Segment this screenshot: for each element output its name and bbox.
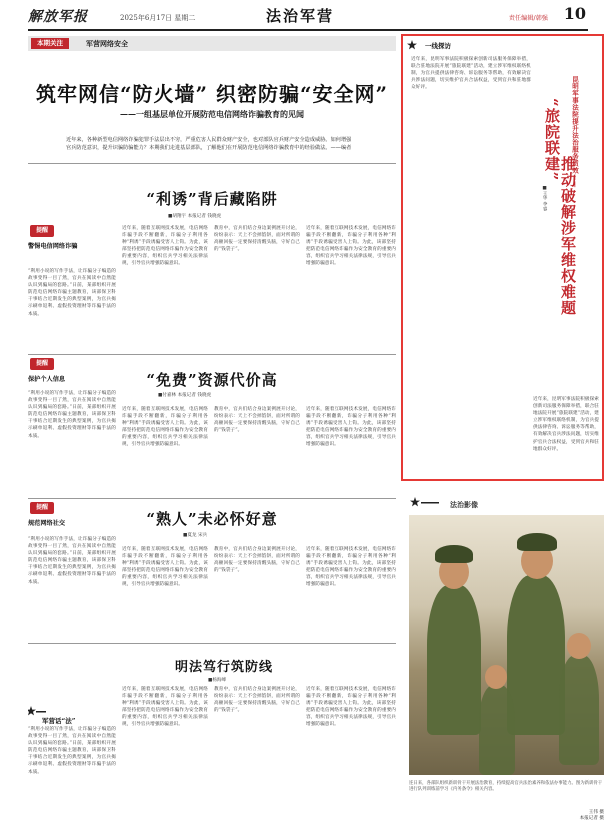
header-rule [28, 29, 588, 31]
soldier-figure [427, 585, 481, 735]
star-emblem-icon [407, 40, 425, 52]
story-1-col-3: 教育中，官兵们结合身边案例展开讨论，纷纷表示：天上不会掉馅饼，面对所谓的高额回报一定要保持清醒头脑，守好自己的“钱袋子”。 [214, 226, 300, 253]
bottom-col-4: 近年来，随着互联网技术发展，电信网络诈骗手段不断翻新，诈骗分子利用各种“利诱”手段诱骗受害人上钩。为此，该部坚持把防范电信网络诈骗作为安全教育的重要内容，组织官兵学习相关法律法规，引导官兵增强防骗意识。 [306, 687, 396, 728]
story-3-col-3: 教育中，官兵们结合身边案例展开讨论，纷纷表示：天上不会掉馅饼，面对所谓的高额回报一定要保持清醒头脑，守好自己的“钱袋子”。 [214, 547, 300, 574]
story-2-col-4: 近年来，随着互联网技术发展，电信网络诈骗手段不断翻新，诈骗分子利用各种“利诱”手段诱骗受害人上钩。为此，该部坚持把防范电信网络诈骗作为安全教育的重要内容，组织官兵学习相关法律法规，引导官兵增强防骗意识。 [306, 407, 396, 448]
divider [28, 643, 396, 644]
sidebar-box-title-2: 推动破解涉军维权难题 [559, 156, 577, 316]
topic-subtitle: 军营网络安全 [86, 39, 128, 48]
story-title-3: “熟人”未必怀好意 [146, 510, 278, 528]
divider [28, 163, 396, 164]
issue-date: 2025年6月17日 星期二 [120, 14, 196, 22]
sidebar-box-kicker: 昆明军事法院提升法治服务质效—— [571, 76, 579, 188]
bottom-tag-label: 军营话“法” [42, 717, 76, 725]
soldier-figure [507, 575, 565, 735]
soldier-cap [435, 545, 473, 563]
photo-caption: 连日来，各部队组织新训骨干开展法治教育，持续提高官兵法治素养和依法办事能力。图为新训骨干进行队列训练前学习《内务条令》相关内容。 [409, 781, 603, 793]
editor-credit: 责任编辑/韩强 [508, 15, 548, 22]
story-1-col-1: “利用小说的写作手法，让诈骗分子编造的故事变得一目了然，官兵在阅读中自然能认识到骗局的套路。”日前，某部组织开展防范电信网络诈骗主题教育，该部保卫科干事结合近期发生的典型案例，为官兵揭示刷单返利、虚假投资理财等诈骗手法的本质。 [28, 269, 116, 317]
section-title: 法治军营 [266, 7, 335, 25]
story-3-col-2: 近年来，随着互联网技术发展，电信网络诈骗手段不断翻新，诈骗分子利用各种“利诱”手段诱骗受害人上钩。为此，该部坚持把防范电信网络诈骗作为安全教育的重要内容，组织官兵学习相关法律法规，引导官兵增强防骗意识。 [122, 547, 208, 588]
bottom-article-byline: ■杨海峰 [208, 678, 227, 683]
photo-section-title: 法治影像 [450, 500, 478, 509]
reminder-badge: 提醒 [30, 225, 54, 237]
soldier-cap [517, 533, 557, 551]
soldier-figure [479, 685, 515, 775]
soldier-head [485, 665, 507, 689]
page-number: 10 [563, 4, 586, 23]
story-byline-1: ■胡翔宇 本报记者 钱晓虎 [168, 214, 222, 219]
news-photo [409, 515, 604, 775]
newspaper-logo: 解放军报 [28, 9, 88, 25]
soldier-head [567, 633, 591, 659]
story-1-col-2: 近年来，随着互联网技术发展，电信网络诈骗手段不断翻新，诈骗分子利用各种“利诱”手段诱骗受害人上钩。为此，该部坚持把防范电信网络诈骗作为安全教育的重要内容，组织官兵学习相关法律法规，引导官兵增强防骗意识。 [122, 226, 208, 267]
sidebar-box-text-2: 近年来，昆明军事法院积极探索创新司法服务保障举措，联合驻地法院开展“旅院联建”活动，建立涉军维权联络机制，为官兵提供法律咨询、诉讼服务等帮助，有效解决官兵涉法问题，切实维护官兵合法权益，受到官兵和驻地群众好评。 [533, 397, 599, 452]
main-headline: 筑牢网信“防火墙” 织密防骗“安全网” [36, 82, 388, 106]
story-title-1: “利诱”背后藏陷阱 [146, 190, 278, 208]
reminder-badge: 提醒 [30, 502, 54, 514]
reminder-badge: 提醒 [30, 358, 54, 370]
story-3-col-4: 近年来，随着互联网技术发展，电信网络诈骗手段不断翻新，诈骗分子利用各种“利诱”手段诱骗受害人上钩。为此，该部坚持把防范电信网络诈骗作为安全教育的重要内容，组织官兵学习相关法律法规，引导官兵增强防骗意识。 [306, 547, 396, 588]
story-byline-2: ■付嘉林 本报记者 钱晓虎 [158, 393, 212, 398]
story-tag-label: 警惕电信网络诈骗 [28, 243, 78, 250]
sidebar-box-byline: ■王华 李睿 [542, 186, 547, 211]
topic-tag: 本期关注 [31, 38, 69, 49]
bottom-col-2: 近年来，随着互联网技术发展，电信网络诈骗手段不断翻新，诈骗分子利用各种“利诱”手段诱骗受害人上钩。为此，该部坚持把防范电信网络诈骗作为安全教育的重要内容，组织官兵学习相关法律法规，引导官兵增强防骗意识。 [122, 687, 208, 728]
story-tag-label: 规范网络社交 [28, 520, 66, 527]
story-2-col-1: “利用小说的写作手法，让诈骗分子编造的故事变得一目了然，官兵在阅读中自然能认识到骗局的套路。”日前，某部组织开展防范电信网络诈骗主题教育，该部保卫科干事结合近期发生的典型案例，为官兵揭示刷单返利、虚假投资理财等诈骗手法的本质。 [28, 391, 116, 439]
photo-credit-line: 王伟 摄 [588, 810, 604, 815]
feature-sidebar-box [401, 34, 604, 481]
divider [28, 354, 396, 355]
photo-credit-line: 本报记者 摄 [579, 816, 604, 821]
masthead [28, 4, 588, 28]
bottom-col-1: “利用小说的写作手法，让诈骗分子编造的故事变得一目了然，官兵在阅读中自然能认识到骗局的套路。”日前，某部组织开展防范电信网络诈骗主题教育，该部保卫科干事结合近期发生的典型案例，为官兵揭示刷单返利、虚假投资理财等诈骗手法的本质。 [28, 727, 116, 775]
main-subhead: ——一组基层单位开展防范电信网络诈骗教育的见闻 [120, 109, 304, 119]
editor-lead [66, 136, 386, 152]
story-2-col-2: 近年来，随着互联网技术发展，电信网络诈骗手段不断翻新，诈骗分子利用各种“利诱”手段诱骗受害人上钩。为此，该部坚持把防范电信网络诈骗作为安全教育的重要内容，组织官兵学习相关法律法规，引导官兵增强防骗意识。 [122, 407, 208, 448]
story-3-col-1: “利用小说的写作手法，让诈骗分子编造的故事变得一目了然，官兵在阅读中自然能认识到骗局的套路。”日前，某部组织开展防范电信网络诈骗主题教育，该部保卫科干事结合近期发生的典型案例，为官兵揭示刷单返利、虚假投资理财等诈骗手法的本质。 [28, 537, 116, 585]
star-emblem-icon [410, 497, 440, 509]
story-1-col-4: 近年来，随着互联网技术发展，电信网络诈骗手段不断翻新，诈骗分子利用各种“利诱”手段诱骗受害人上钩。为此，该部坚持把防范电信网络诈骗作为安全教育的重要内容，组织官兵学习相关法律法规，引导官兵增强防骗意识。 [306, 226, 396, 267]
divider [28, 498, 396, 499]
topic-bar [28, 36, 396, 51]
story-title-2: “免费”资源代价高 [146, 371, 278, 389]
photo-credit [580, 810, 604, 822]
sidebar-box-text-1: 近年来，昆明军事法院积极探索创新司法服务保障举措，联合驻地法院开展“旅院联建”活动，建立涉军维权联络机制，为官兵提供法律咨询、诉讼服务等帮助，有效解决官兵涉法问题，切实维护官兵合法权益，受到官兵和驻地群众好评。 [411, 57, 531, 91]
sidebar-box-title-1: “旅院联建” [543, 98, 561, 182]
lead-line: 官兵防范意识，提升识骗防骗能力？本期我们走进基层部队，了解他们在开展防范电信网络诈骗教育中的经验做法。——编者 [66, 145, 352, 152]
lead-line: 近年来，各种新型电信网络诈骗犯罪手法层出不穷，严重危害人民群众财产安全，也对部队官兵财产安全造成威胁。如何增强 [66, 137, 352, 143]
bottom-article-title: 明法笃行筑防线 [174, 660, 273, 675]
story-2-col-3: 教育中，官兵们结合身边案例展开讨论，纷纷表示：天上不会掉馅饼，面对所谓的高额回报一定要保持清醒头脑，守好自己的“钱袋子”。 [214, 407, 300, 434]
bottom-col-3: 教育中，官兵们结合身边案例展开讨论，纷纷表示：天上不会掉馅饼，面对所谓的高额回报一定要保持清醒头脑，守好自己的“钱袋子”。 [214, 687, 300, 714]
sidebar-box-badge: 一线探访 [425, 42, 451, 50]
story-tag-label: 保护个人信息 [28, 376, 66, 383]
soldier-figure [559, 655, 599, 765]
story-byline-3: ■夏龙 宋兵 [183, 533, 208, 538]
